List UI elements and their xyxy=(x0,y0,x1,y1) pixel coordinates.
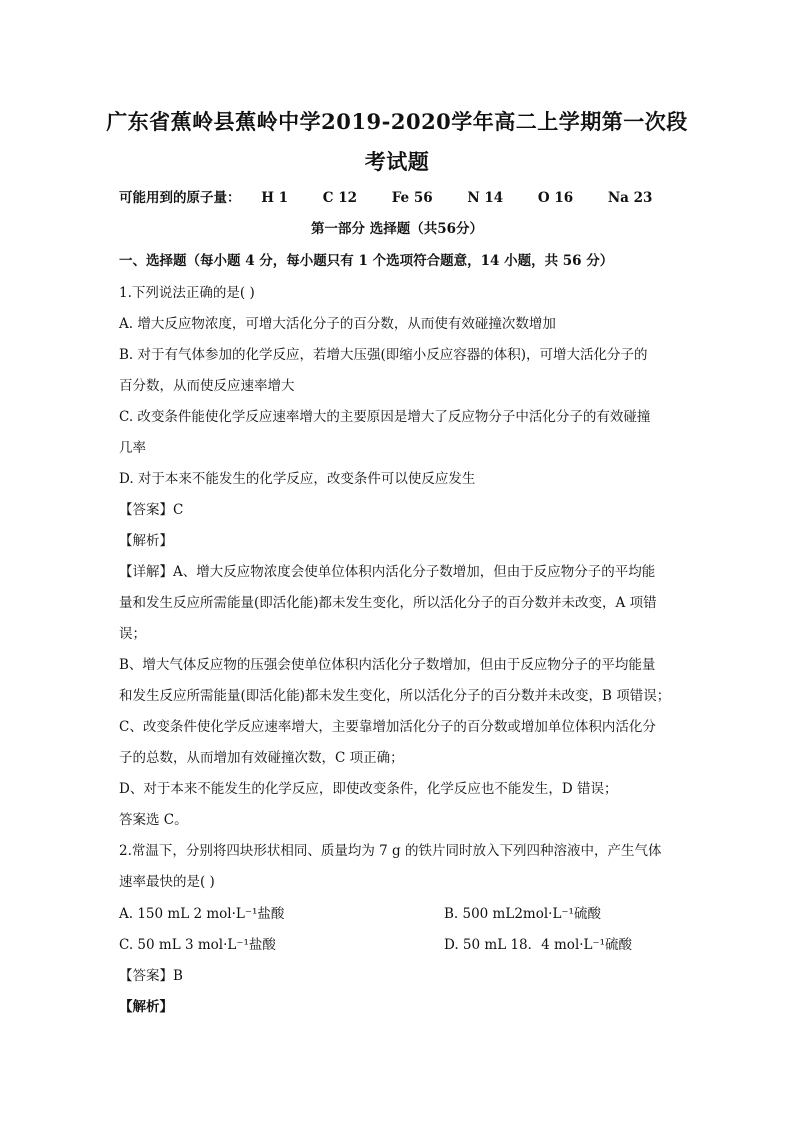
atomic-masses-label: 可能用到的原子量： xyxy=(119,190,241,206)
q2-option-b: B. 500 mL2mol·L⁻¹硫酸 xyxy=(444,906,601,922)
atomic-mass-na: Na 23 xyxy=(607,190,653,206)
q1-analysis-label: 【解析】 xyxy=(119,533,173,549)
q2-answer: 【答案】B xyxy=(119,968,183,984)
q1-option-d: D. 对于本来不能发生的化学反应，改变条件可以使反应发生 xyxy=(119,471,476,487)
q1-stem: 1.下列说法正确的是( ) xyxy=(119,285,255,301)
q1-detail-line3: 误； xyxy=(119,626,146,642)
q1-detail-line6: C、改变条件使化学反应速率增大，主要靠增加活化分子的百分数或增加单位体积内活化分 xyxy=(119,719,656,735)
q1-detail-label: 【详解】 xyxy=(119,564,173,580)
atomic-mass-c: C 12 xyxy=(322,190,357,206)
title-line-1: 广东省蕉岭县蕉岭中学2019-2020学年高二上学期第一次段 xyxy=(106,109,688,134)
q1-option-b-line1: B. 对于有气体参加的化学反应，若增大压强(即缩小反应容器的体积)，可增大活化分子的 xyxy=(119,347,648,363)
atomic-mass-n: N 14 xyxy=(467,190,504,206)
q2-stem-line1: 2.常温下，分别将四块形状相同、质量均为 7 g 的铁片同时放入下列四种溶液中，产生气体 xyxy=(119,843,662,859)
q1-detail-line4: B、增大气体反应物的压强会使单位体积内活化分子数增加，但由于反应物分子的平均能量 xyxy=(119,657,656,673)
q1-option-c-line2: 几率 xyxy=(119,440,146,456)
atomic-mass-o: O 16 xyxy=(537,190,574,206)
q1-option-a: A. 增大反应物浓度，可增大活化分子的百分数，从而使有效碰撞次数增加 xyxy=(119,316,556,332)
atomic-mass-fe: Fe 56 xyxy=(391,190,433,206)
q1-detail-line7: 子的总数，从而增加有效碰撞次数，C 项正确； xyxy=(119,750,404,766)
q2-option-d: D. 50 mL 18．4 mol·L⁻¹硫酸 xyxy=(444,937,633,953)
q1-detail-line2: 量和发生反应所需能量(即活化能)都未发生变化，所以活化分子的百分数并未改变，A 项错 xyxy=(119,595,657,611)
title-line-2: 考试题 xyxy=(364,149,430,174)
part-title: 第一部分 选择题（共56分） xyxy=(311,221,483,237)
q1-conclusion: 答案选 C。 xyxy=(119,812,188,828)
q1-detail-line1 xyxy=(119,560,655,580)
q2-analysis-label: 【解析】 xyxy=(119,999,173,1015)
q2-option-a: A. 150 mL 2 mol·L⁻¹盐酸 xyxy=(119,906,285,922)
q1-detail-line8: D、对于本来不能发生的化学反应，即使改变条件，化学反应也不能发生，D 错误； xyxy=(119,781,618,797)
atomic-mass-h: H 1 xyxy=(261,190,289,206)
q1-detail-line5: 和发生反应所需能量(即活化能)都未发生变化，所以活化分子的百分数并未改变，B 项错误； xyxy=(119,688,671,704)
q1-detail-text-1: A、增大反应物浓度会使单位体积内活化分子数增加，但由于反应物分子的平均能 xyxy=(173,564,656,580)
q1-option-b-line2: 百分数，从而使反应速率增大 xyxy=(119,378,295,394)
q2-option-c: C. 50 mL 3 mol·L⁻¹盐酸 xyxy=(119,937,276,953)
section-title: 一、选择题（每小题 4 分，每小题只有 1 个选项符合题意，14 小题，共 56 分） xyxy=(119,253,614,269)
q1-option-c-line1: C. 改变条件能使化学反应速率增大的主要原因是增大了反应物分子中活化分子的有效碰撞 xyxy=(119,409,651,425)
q2-stem-line2: 速率最快的是( ) xyxy=(119,874,215,890)
atomic-masses xyxy=(119,186,652,206)
q1-answer: 【答案】C xyxy=(119,502,184,518)
